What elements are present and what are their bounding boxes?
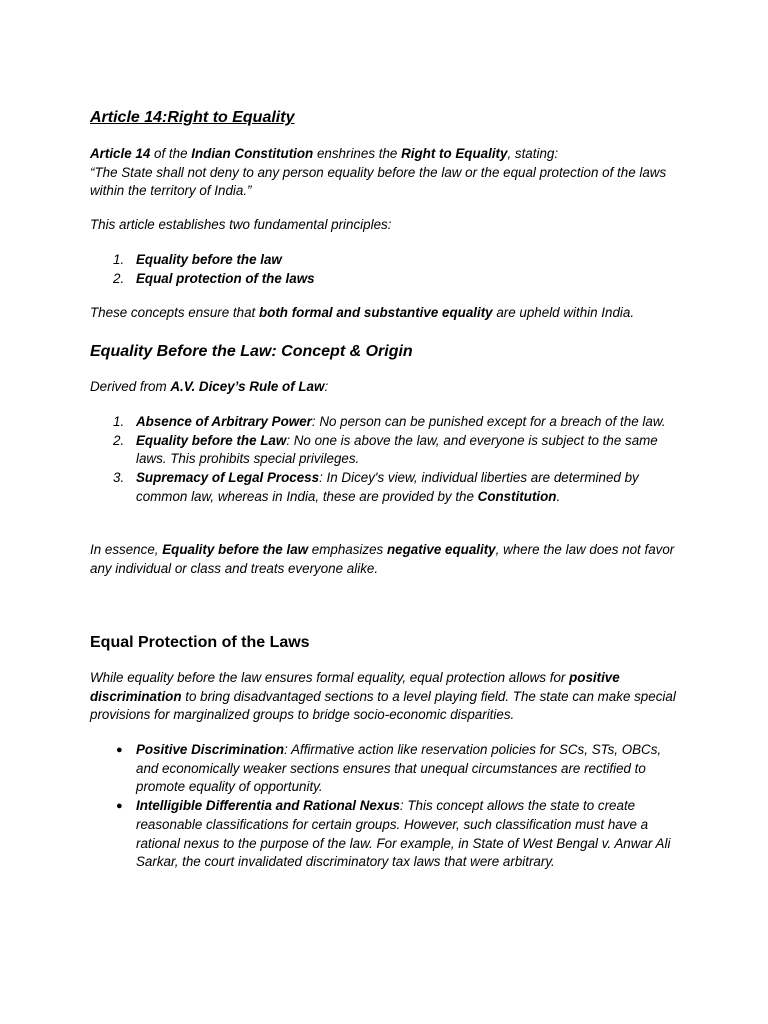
bullet-label: Intelligible Differentia and Rational Nexus bbox=[136, 798, 400, 814]
essence-emphasis-2: negative equality bbox=[386, 542, 496, 557]
bullet-icon: ● bbox=[116, 800, 123, 813]
item-label: Absence of Arbitrary Power bbox=[136, 414, 312, 429]
protection-emphasis: positive discrimination bbox=[90, 670, 620, 704]
item-text-end: . bbox=[556, 488, 561, 504]
list-number: 2. bbox=[113, 432, 125, 448]
item-label: Supremacy of Legal Process bbox=[136, 470, 320, 486]
list-item bbox=[90, 469, 678, 506]
derived-text-1: Derived from bbox=[90, 379, 171, 394]
item-text: : In Dicey's view, individual liberties are determined by common law, whereas in India, these are provided by the bbox=[136, 470, 639, 504]
concepts-emphasis: both formal and substantive equality bbox=[258, 305, 493, 320]
protection-paragraph bbox=[90, 669, 678, 725]
intro-paragraph bbox=[90, 145, 678, 201]
concepts-text-1: These concepts ensure that bbox=[90, 305, 259, 320]
intro-text-1: of the bbox=[150, 146, 192, 161]
essence-text-2: emphasizes bbox=[308, 542, 387, 557]
item-emphasis: Constitution bbox=[477, 488, 557, 504]
protection-text-1: While equality before the law ensures formal equality, equal protection allows for bbox=[90, 670, 570, 685]
protection-text-2: to bring disadvantaged sections to a level playing field. The state can make special provisions for marginalized groups to bridge socio-economic disparities. bbox=[90, 688, 676, 723]
constitution-ref: Indian Constitution bbox=[191, 146, 314, 161]
item-label: Equality before the Law bbox=[136, 432, 287, 448]
essence-emphasis-1: Equality before the law bbox=[162, 542, 309, 557]
section-heading: Equality Before the Law: Concept & Origin bbox=[90, 343, 413, 360]
principle-label: Equal protection of the laws bbox=[136, 270, 315, 286]
list-item bbox=[90, 432, 678, 469]
list-number: 2. bbox=[113, 270, 125, 286]
essence-text-1: In essence, bbox=[90, 542, 163, 557]
concepts-paragraph bbox=[90, 304, 678, 323]
right-ref: Right to Equality bbox=[401, 146, 508, 161]
article-quote: “The State shall not deny to any person equality before the law or the equal protection of the laws within the territory of India.” bbox=[90, 164, 667, 199]
list-item bbox=[90, 797, 678, 872]
bullet-text: : This concept allows the state to create reasonable classifications for certain groups. However, such classification must have a rational nexus to the purpose of the law. For example, in State of West Bengal v. Anwar Ali Sarkar, the court invalidated discriminatory tax laws that were arbitrary. bbox=[136, 798, 671, 870]
intro-text-2: enshrines the bbox=[313, 146, 402, 161]
dicey-principles-list bbox=[90, 413, 678, 507]
article-ref: Article 14 bbox=[90, 146, 151, 161]
item-text: : No person can be punished except for a breach of the law. bbox=[311, 414, 666, 429]
intro-text-3: , stating: bbox=[507, 146, 559, 161]
list-item bbox=[90, 270, 678, 289]
bullet-icon: ● bbox=[116, 744, 123, 756]
principles-list bbox=[90, 251, 678, 288]
derived-paragraph bbox=[90, 378, 678, 397]
list-number: 3. bbox=[113, 470, 125, 486]
essence-paragraph bbox=[90, 541, 678, 578]
derived-text-2: : bbox=[324, 379, 329, 394]
list-item bbox=[90, 251, 678, 270]
protection-bullets bbox=[90, 741, 678, 872]
bullet-text: : Affirmative action like reservation policies for SCs, STs, OBCs, and economically weaker sections ensures that unequal circumstances are rectified to promote equality of opportunity. bbox=[136, 742, 662, 795]
list-number: 1. bbox=[113, 252, 125, 267]
essence-text-3: , where the law does not favor any individual or class and treats everyone alike. bbox=[90, 542, 675, 576]
section-heading: Equal Protection of the Laws bbox=[90, 634, 310, 651]
dicey-ref: A.V. Dicey’s Rule of Law bbox=[170, 379, 325, 394]
list-item bbox=[90, 741, 678, 797]
bullet-label: Positive Discrimination bbox=[136, 742, 285, 757]
principles-lead: This article establishes two fundamental principles: bbox=[90, 217, 392, 232]
item-text: : No one is above the law, and everyone is subject to the same laws. This prohibits special privileges. bbox=[136, 432, 658, 467]
article-title: Article 14:Right to Equality bbox=[90, 109, 295, 126]
list-number: 1. bbox=[113, 414, 125, 429]
principle-label: Equality before the law bbox=[136, 252, 282, 267]
concepts-text-2: are upheld within India. bbox=[492, 305, 635, 320]
list-item bbox=[90, 413, 678, 432]
